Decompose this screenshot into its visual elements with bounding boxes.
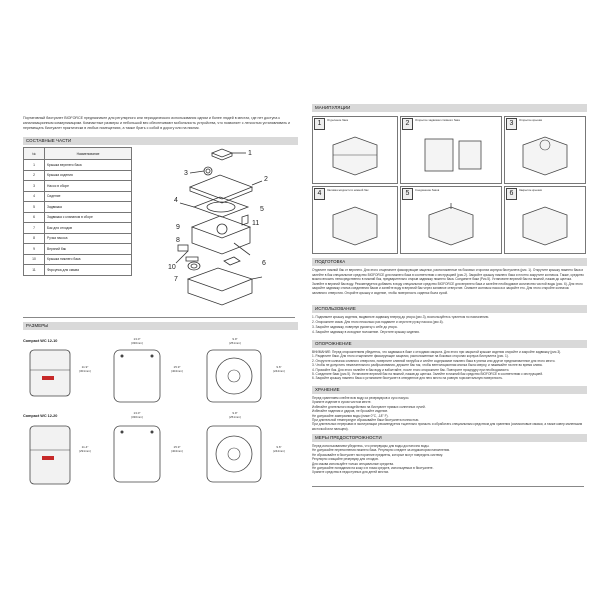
section-header-use: ИСПОЛЬЗОВАНИЕ [312,305,587,313]
table-cell: Верхний бак [45,244,132,255]
section-header-prep: ПОДГОТОВКА [312,258,587,266]
storage-line: Храните изделие в сухом чистом месте. [312,400,372,405]
table-cell: 10 [24,254,45,265]
empty-step: 1. Разделите баки. Для этого отщелкните фиксирующие защелки, расположенные на боковых сторонах корпуса биотуалета (рис. 1). [312,354,509,359]
safety-line: Не допускайте переполнения нижнего бака. Регулярно следите за индикатором наполнения. [312,448,450,453]
use-step: 1. Поднимите крышку сидения, выдвиньте задвижку вперед до упора (рис.3), воспользуйтесь туалетом по назначению. [312,315,490,319]
empty-step: 6. Закройте крышку нижнего бака и установите биотуалет в отведенное для него место на ровную горизонтальную поверхность. [312,376,504,381]
table-row [24,265,132,276]
depth-dimension: 15.9" (404mm) [170,445,183,453]
table-row [24,233,132,244]
step-caption: Закрытие крышки [519,188,543,192]
table-cell: Задвижка с клапаном в сборе [45,212,132,223]
table-cell: Крышка нижнего бака [45,254,132,265]
table-cell: Крышка верхнего бака [45,160,132,171]
manip-panel-5 [400,186,502,254]
toilet-side-view [28,424,72,486]
manip-panel-1 [312,116,398,184]
height-dimension: 11.4" (291mm) [78,445,91,453]
table-cell: Задвижка [45,202,132,213]
table-cell: Крышка сидения [45,170,132,181]
step-number: 6 [506,188,517,200]
table-row [24,223,132,234]
toilet-side-view [28,348,72,398]
safety-line: Перед использованием убедитесь, что резервуары для воды достаточно воды. [312,444,430,448]
empty-text-block [312,350,584,381]
use-step: 2. Опорожните смыв. Для этого несколько раз надавите и опустите ручку насоса (рис.6). [312,320,444,324]
diagram-label-8: 8 [176,237,180,244]
table-row [24,191,132,202]
intro-text: Портативный биотуалет BIOFORCE предназначен для регулярного или периодического использования одним и более людей в местах, где нет доступа к канализационным коммуникациям. Компактные размеры и небольшой вес обеспечивают мобильность устройства, что позволяет с легкостью устанавливать и перемещать биотуалет практически в любых помещениях, а также брать с собой в дорогу или на пикник. [23,116,290,131]
exploded-parts-diagram [150,145,280,305]
empty-step: 4. Промойте бак. Для этого налейте в бак воду и взболтайте, после этого опорожните бак. Повторите процедуру при необходимости. [312,367,510,372]
table-cell: 9 [24,244,45,255]
step-caption: Соединение баков [415,188,440,192]
safety-line: Храните средства в недоступных для детей местах. [312,470,390,475]
table-cell: Форсунка для смыва [45,265,132,276]
toilet-illustration [517,131,573,177]
width-dimension: 13.0" (330mm) [130,337,143,345]
step-number: 1 [314,118,325,130]
manip-panel-4 [312,186,398,254]
diagram-label-10: 10 [168,264,176,271]
use-step: 3. Закройте задвижку, повернув рукоятку к себе до упора. [312,325,398,329]
empty-step: 5. Соедините баки (рис.5). Установите верхний бак на нижний, нажав до щелчка. Залейте в нижний бак средство BIOFORCE в соответствии с инструкцией. [312,372,543,377]
storage-line: Избегайте падения и ударов, не бросайте изделие. [312,409,389,414]
diagram-label-2: 2 [264,176,268,183]
use-step: 4. Закройте задвижку в исходное положение. Опустите крышку сидения. [312,330,420,334]
step-number: 2 [402,118,413,130]
safety-line: Регулярно очищайте резервуар для отходов. [312,457,379,462]
section-header-sizes: РАЗМЕРЫ [23,322,298,330]
storage-line: При длительных перерывах в эксплуатации рекомендуется тщательно промыть и обработать специальным средством для хранения (силиконовые смазки, а также ковер маленьким кисточкой или пальцем). [312,422,583,431]
safety-line: Для смыва используйте только специальные средства. [312,461,394,466]
storage-line: Не допускайте замерзания воды (ниже 0°С, -18° F). [312,413,389,418]
diagram-label-1: 1 [248,150,252,157]
table-row [24,170,132,181]
toilet-illustration [423,201,479,247]
divider [312,486,584,487]
parts-table [23,147,132,276]
width-dimension: 13.0" (330mm) [130,411,143,419]
model-name: Compact WC 12-10 [23,339,58,343]
table-cell: 5 [24,202,45,213]
table-cell: 11 [24,265,45,276]
empty-step: 2. Открутите колпачок сливного отверстия, поверните сливной патрубок и слейте содержимое нижнего бака в унитаз или другое предназначенное для этого место. [312,358,556,363]
table-header-cell: Наименование [45,148,132,160]
diagram-label-9: 9 [176,224,180,231]
top-depth-dimension: 9.6" (244mm) [272,365,285,373]
diagram-label-5: 5 [260,206,264,213]
step-caption: Отделение бака [327,118,349,122]
table-cell: 6 [24,212,45,223]
diagram-label-6: 6 [262,260,266,267]
toilet-illustration [327,201,383,247]
safety-line: Не допускайте попадания на кожу и в глаза средств, используемых в биотуалете. [312,466,434,471]
section-header-storage: ХРАНЕНИЕ [312,386,587,394]
table-cell: Ручка насоса [45,233,132,244]
table-cell: 1 [24,160,45,171]
divider [23,317,295,318]
step-caption: Открытие крышки [519,118,543,122]
diagram-label-11: 11 [252,220,260,227]
table-cell: 2 [24,170,45,181]
diagram-label-7: 7 [174,276,178,283]
height-dimension: 11.9" (301mm) [78,365,91,373]
empty-step: ВНИМАНИЕ: Перед опорожнением убедитесь, что задвижка в баке с отходами закрыта. Для этого при закрытой крышке сидения откройте и закройте задвижку (рис.3). [312,350,562,354]
table-row [24,202,132,213]
section-header-empty: ОПОРОЖНЕНИЕ [312,340,587,348]
toilet-front-view [112,348,162,404]
table-cell: 3 [24,181,45,192]
storage-line: Перед хранением слейте всю воду из резервуаров и сухо насухо. [312,396,410,400]
storage-line: При длительной температуре сбрасывайте баки биотуалета полностью. [312,418,420,423]
table-cell: Насос в сборе [45,181,132,192]
toilet-top-view [205,348,263,404]
table-cell: 7 [24,223,45,234]
toilet-top-view [205,424,263,484]
section-header-manip: МАНИПУЛЯЦИИ [312,104,587,112]
manip-panel-6 [504,186,586,254]
table-row [24,181,132,192]
model-name: Compact WC 12-20 [23,414,58,418]
toilet-illustration [517,201,573,247]
table-row [24,254,132,265]
storage-text-block [312,396,584,431]
empty-step: 3. Чтобы не допустить нежелательного разбрызгивания, держите бак так, чтобы вентиляционная кнопка была сверху, и нажимайте на нее во время слива. [312,363,543,368]
manip-panel-2 [400,116,502,184]
toilet-illustration [327,131,383,177]
table-row [24,212,132,223]
table-header-cell: № [24,148,45,160]
table-row [24,244,132,255]
section-header-parts: СОСТАВНЫЕ ЧАСТИ [23,137,298,145]
top-width-dimension: 9.9" (251mm) [228,411,241,419]
tank-illustration [419,131,489,177]
table-cell: 4 [24,191,45,202]
safety-text-block [312,444,584,475]
table-cell: Сидение [45,191,132,202]
table-header-row [24,148,132,160]
depth-dimension: 15.9" (404mm) [170,365,183,373]
step-caption: Открытие задвижки сливного бака [415,118,460,122]
section-header-safety: МЕРЫ ПРЕДОСТОРОЖНОСТИ [312,434,587,442]
step-number: 4 [314,188,325,200]
step-number: 3 [506,118,517,130]
table-cell: Бак для отходов [45,223,132,234]
step-number: 5 [402,188,413,200]
safety-line: Не сбрасывайте в биотуалет посторонние предметы, которые могут повредить систему. [312,452,443,457]
top-depth-dimension: 9.6" (244mm) [272,445,285,453]
storage-line: Избегайте длительного воздействия на биотуалет прямых солнечных лучей. [312,404,426,409]
manip-panel-3 [504,116,586,184]
table-cell: 8 [24,233,45,244]
step-caption: Заливка жидкости в нижний бак [327,188,369,192]
prep-text: Отделите нижний бак от верхнего. Для этого отщелкните фиксирующие защелки, расположенные на боковых сторонах корпуса биотуалета (рис. 1). Открутите крышку нижнего бака и залейте в бак специальное средство BIOFORCE для нижнего бака в соответствии с инструкцией (рис.2). Закройте крышку нижнего бака и плотно закрутите колпачок. Также, средство можно вносить непосредственно в нижний бак, предварительно открыв задвижку нижнего бака. Соедините баки (Рис.5). Установите верхний бак на нижний, нажав до щелчка. Залейте в верхний бак воду. Рекомендуется добавить в воду специальное средство BIOFORCE для верхнего бака и залейте необходимое количество чистой воды (рис. 6). Для этого закройте задвижку отсека соединения баков и залейте воду в верхний бак через заливное отверстие. Снимите колпачок насоса и закройте его. Для этого откройте колпачок заливного отверстия. Откройте крышку и сидение, чтобы поверхность сиденья была сухой. [312,268,584,295]
toilet-front-view [112,424,162,484]
table-row [24,160,132,171]
top-width-dimension: 9.9" (251mm) [228,337,241,345]
diagram-label-3: 3 [184,170,188,177]
diagram-label-4: 4 [174,197,178,204]
